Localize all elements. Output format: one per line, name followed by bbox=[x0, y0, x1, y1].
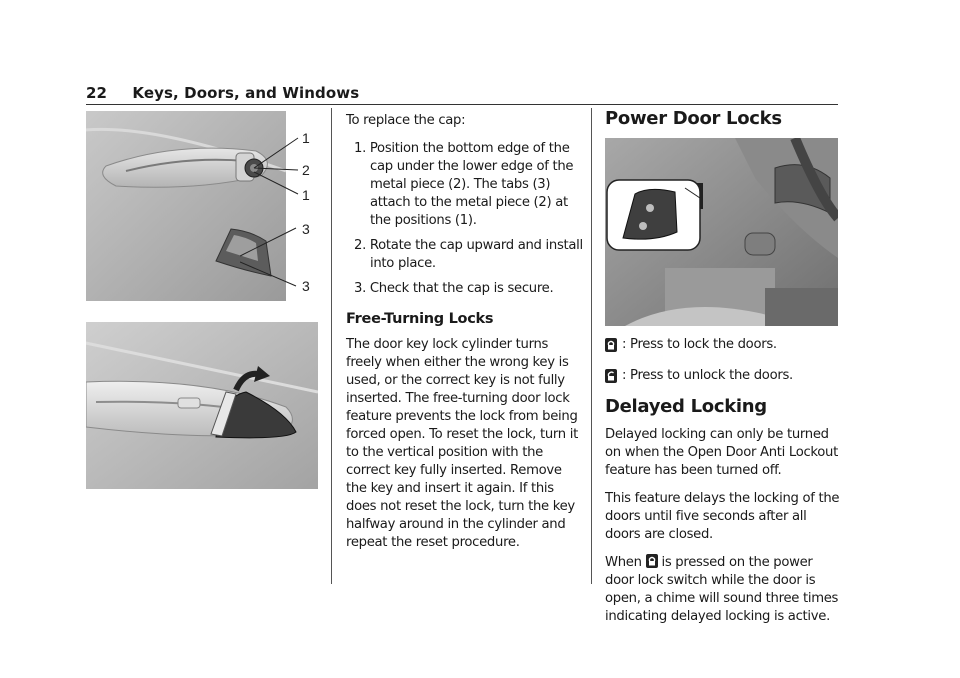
step-1: 1. Position the bottom edge of the cap under the lower edge of the metal piece (2). The tabs (3) attach to the metal piece (2) at the positions (1). bbox=[354, 141, 574, 228]
column-middle bbox=[346, 112, 584, 562]
lock-text: : Press to lock the doors. bbox=[622, 337, 777, 352]
header-rule bbox=[86, 104, 838, 105]
replace-cap-intro: To replace the cap: bbox=[346, 113, 466, 128]
delayed-locking-p3-end: is pressed on the power door lock switch while the door is open, a chime will sound three times indicating delayed locking is active. bbox=[605, 555, 839, 624]
lock-icon bbox=[605, 338, 617, 352]
power-door-locks-heading: Power Door Locks bbox=[605, 108, 782, 129]
free-turning-locks-heading: Free-Turning Locks bbox=[346, 311, 494, 327]
callout-3-bottom: 3 bbox=[302, 278, 310, 294]
delayed-locking-p3-start: When bbox=[605, 555, 642, 570]
door-lock-switch-illustration bbox=[605, 138, 838, 326]
unlock-icon bbox=[605, 369, 617, 383]
callout-leaders bbox=[240, 128, 308, 293]
column-divider-right bbox=[591, 108, 592, 584]
page-number: 22 bbox=[86, 84, 108, 102]
lock-instruction bbox=[605, 336, 841, 354]
unlock-text: : Press to unlock the doors. bbox=[622, 368, 793, 383]
unlock-instruction bbox=[605, 367, 841, 385]
free-turning-locks-body: The door key lock cylinder turns freely when either the wrong key is used, or the correct key is not fully inserted. The free-turning door lock feature prevents the lock from being forced open. To reset the lock, turn it to the vertical position with the correct key fully inserted. Remove the key and insert it again. If this does not reset the lock, turn the key halfway around in the cylinder and repeat the reset procedure. bbox=[346, 337, 578, 550]
delayed-locking-p2: This feature delays the locking of the doors until five seconds after all doors are closed. bbox=[605, 491, 840, 542]
callout-1-bottom: 1 bbox=[302, 187, 310, 203]
callout-3-top: 3 bbox=[302, 221, 310, 237]
step-2: 2. Rotate the cap upward and install into place. bbox=[354, 238, 583, 271]
delayed-locking-p3 bbox=[605, 554, 841, 626]
lock-icon-inline bbox=[646, 554, 658, 568]
delayed-locking-heading: Delayed Locking bbox=[605, 396, 767, 417]
callout-2: 2 bbox=[302, 162, 310, 178]
delayed-locking-p1: Delayed locking can only be turned on when the Open Door Anti Lockout feature has been turned off. bbox=[605, 427, 838, 478]
section-title: Keys, Doors, and Windows bbox=[132, 84, 360, 102]
callout-1-top: 1 bbox=[302, 130, 310, 146]
column-divider-left bbox=[331, 108, 332, 584]
cap-rotate-illustration bbox=[86, 322, 318, 489]
step-3: 3. Check that the cap is secure. bbox=[354, 281, 554, 296]
door-lock-switch-figure bbox=[605, 138, 838, 326]
page-header bbox=[86, 84, 359, 102]
column-right bbox=[605, 110, 841, 636]
cap-rotate-figure bbox=[86, 322, 318, 489]
